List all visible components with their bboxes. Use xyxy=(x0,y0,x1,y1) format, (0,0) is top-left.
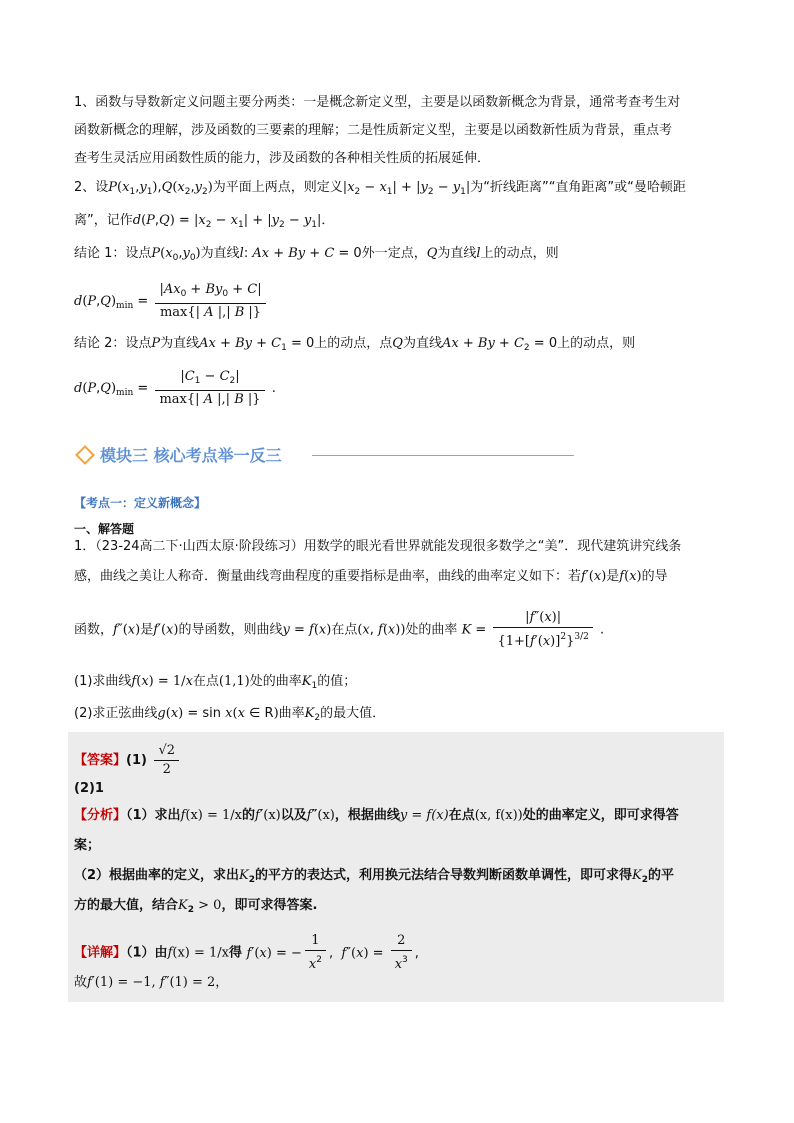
para1-line3: 查考生灵活应用函数性质的能力，涉及函数的各种相关性质的拓展延伸． xyxy=(74,151,491,166)
analysis-line4: 方的最大值，结合$K_2 > 0$，即可求得答案. xyxy=(74,898,318,915)
problem-line1: 1．（23-24高二下·山西太原·阶段练习）用数学的眼光看世界就能发现很多数学之“美”．现代建筑讲究线条 xyxy=(74,539,682,554)
question-1: (1)求曲线f(x) = 1/x在点(1,1)处的曲率$K_1$的值； xyxy=(74,674,357,691)
problem-line2: 感，曲线之美让人称奇．衡量曲线弯曲程度的重要指标是曲率，曲线的曲率定义如下：若f′(x)是f(x)的导 xyxy=(74,569,668,584)
detail-line1: 【详解】（1）由f(x) = 1/x得 f′(x) = − $\frac{1}{x^2}$ , f″(x) = $\frac{2}{x^3}$ , xyxy=(74,933,419,972)
module-heading: 模块三 核心考点举一反三 xyxy=(78,443,282,466)
analysis-line3: （2）根据曲率的定义，求出$K_2$的平方的表达式，利用换元法结合导数判断函数单调性，即可求得$K_2$的平 xyxy=(74,868,675,885)
analysis-line1: 【分析】（1）求出f(x) = 1/x的f′(x)以及f″(x)，根据曲线y = f(x)在点(x, f(x))处的曲率定义，即可求得答 xyxy=(74,808,679,823)
conclusion2-formula: $d(P,Q)_{min}$ = $\frac{|C_1 - C_2|}{\max\{| A |,| B |\}}$ . xyxy=(74,369,276,407)
para2-line2: 离”，记作$d(P,Q) = |x_2 - x_1| + |y_2 - y_1|$． xyxy=(74,213,335,230)
section-title: 一、解答题 xyxy=(74,522,135,536)
para1-line1: 1、函数与导数新定义问题主要分两类：一是概念新定义型，主要是以函数新概念为背景，通常考查考生对 xyxy=(74,95,681,110)
kaodian-label: 【考点一：定义新概念】 xyxy=(74,496,207,510)
conclusion1-formula: $d(P,Q)_{min}$ = $\frac{|Ax_0 + By_0 + C|}{\max\{| A |,| B |\}}$ xyxy=(74,281,724,322)
answer-line1: 【答案】(1) $\frac{√2}{2}$ xyxy=(74,742,182,779)
conclusion2-line: 结论 2：设点P为直线$Ax + By + C_1 = 0$上的动点，点Q为直线$Ax + By + C_2 = 0$上的动点，则 xyxy=(74,336,636,353)
detail-line2: 故f′(1) = −1, f″(1) = 2， xyxy=(74,975,229,990)
module-heading-rule xyxy=(312,455,574,456)
problem-line3: 函数，f″(x)是f′(x)的导函数，则曲线y = f(x)在点(x, f(x))处的曲率 K = $\frac{|f''(x)|}{\{1+[f'(x)]^2\}^{3/2}}$ . xyxy=(74,610,605,649)
para2-line1: 2、设$P(x_1,y_1),Q(x_2,y_2)$为平面上两点，则定义$|x_2 - x_1| + |y_2 - y_1|$为“折线距离”“直角距离”或“曼哈顿距 xyxy=(74,180,686,197)
diamond-icon xyxy=(75,445,95,465)
analysis-line2: 案； xyxy=(74,838,101,853)
answer-line2: (2)1 xyxy=(74,781,104,796)
conclusion1-line: 结论 1：设点$P(x_0,y_0)$为直线l: Ax + By + C = 0外一定点，Q为直线l上的动点，则 xyxy=(74,246,559,263)
question-2: (2)求正弦曲线g(x) = sin x(x ∈ R)曲率$K_2$的最大值． xyxy=(74,706,386,723)
para1-line2: 函数新概念的理解，涉及函数的三要素的理解；二是性质新定义型，主要是以函数新性质为背景，重点考 xyxy=(74,123,673,138)
